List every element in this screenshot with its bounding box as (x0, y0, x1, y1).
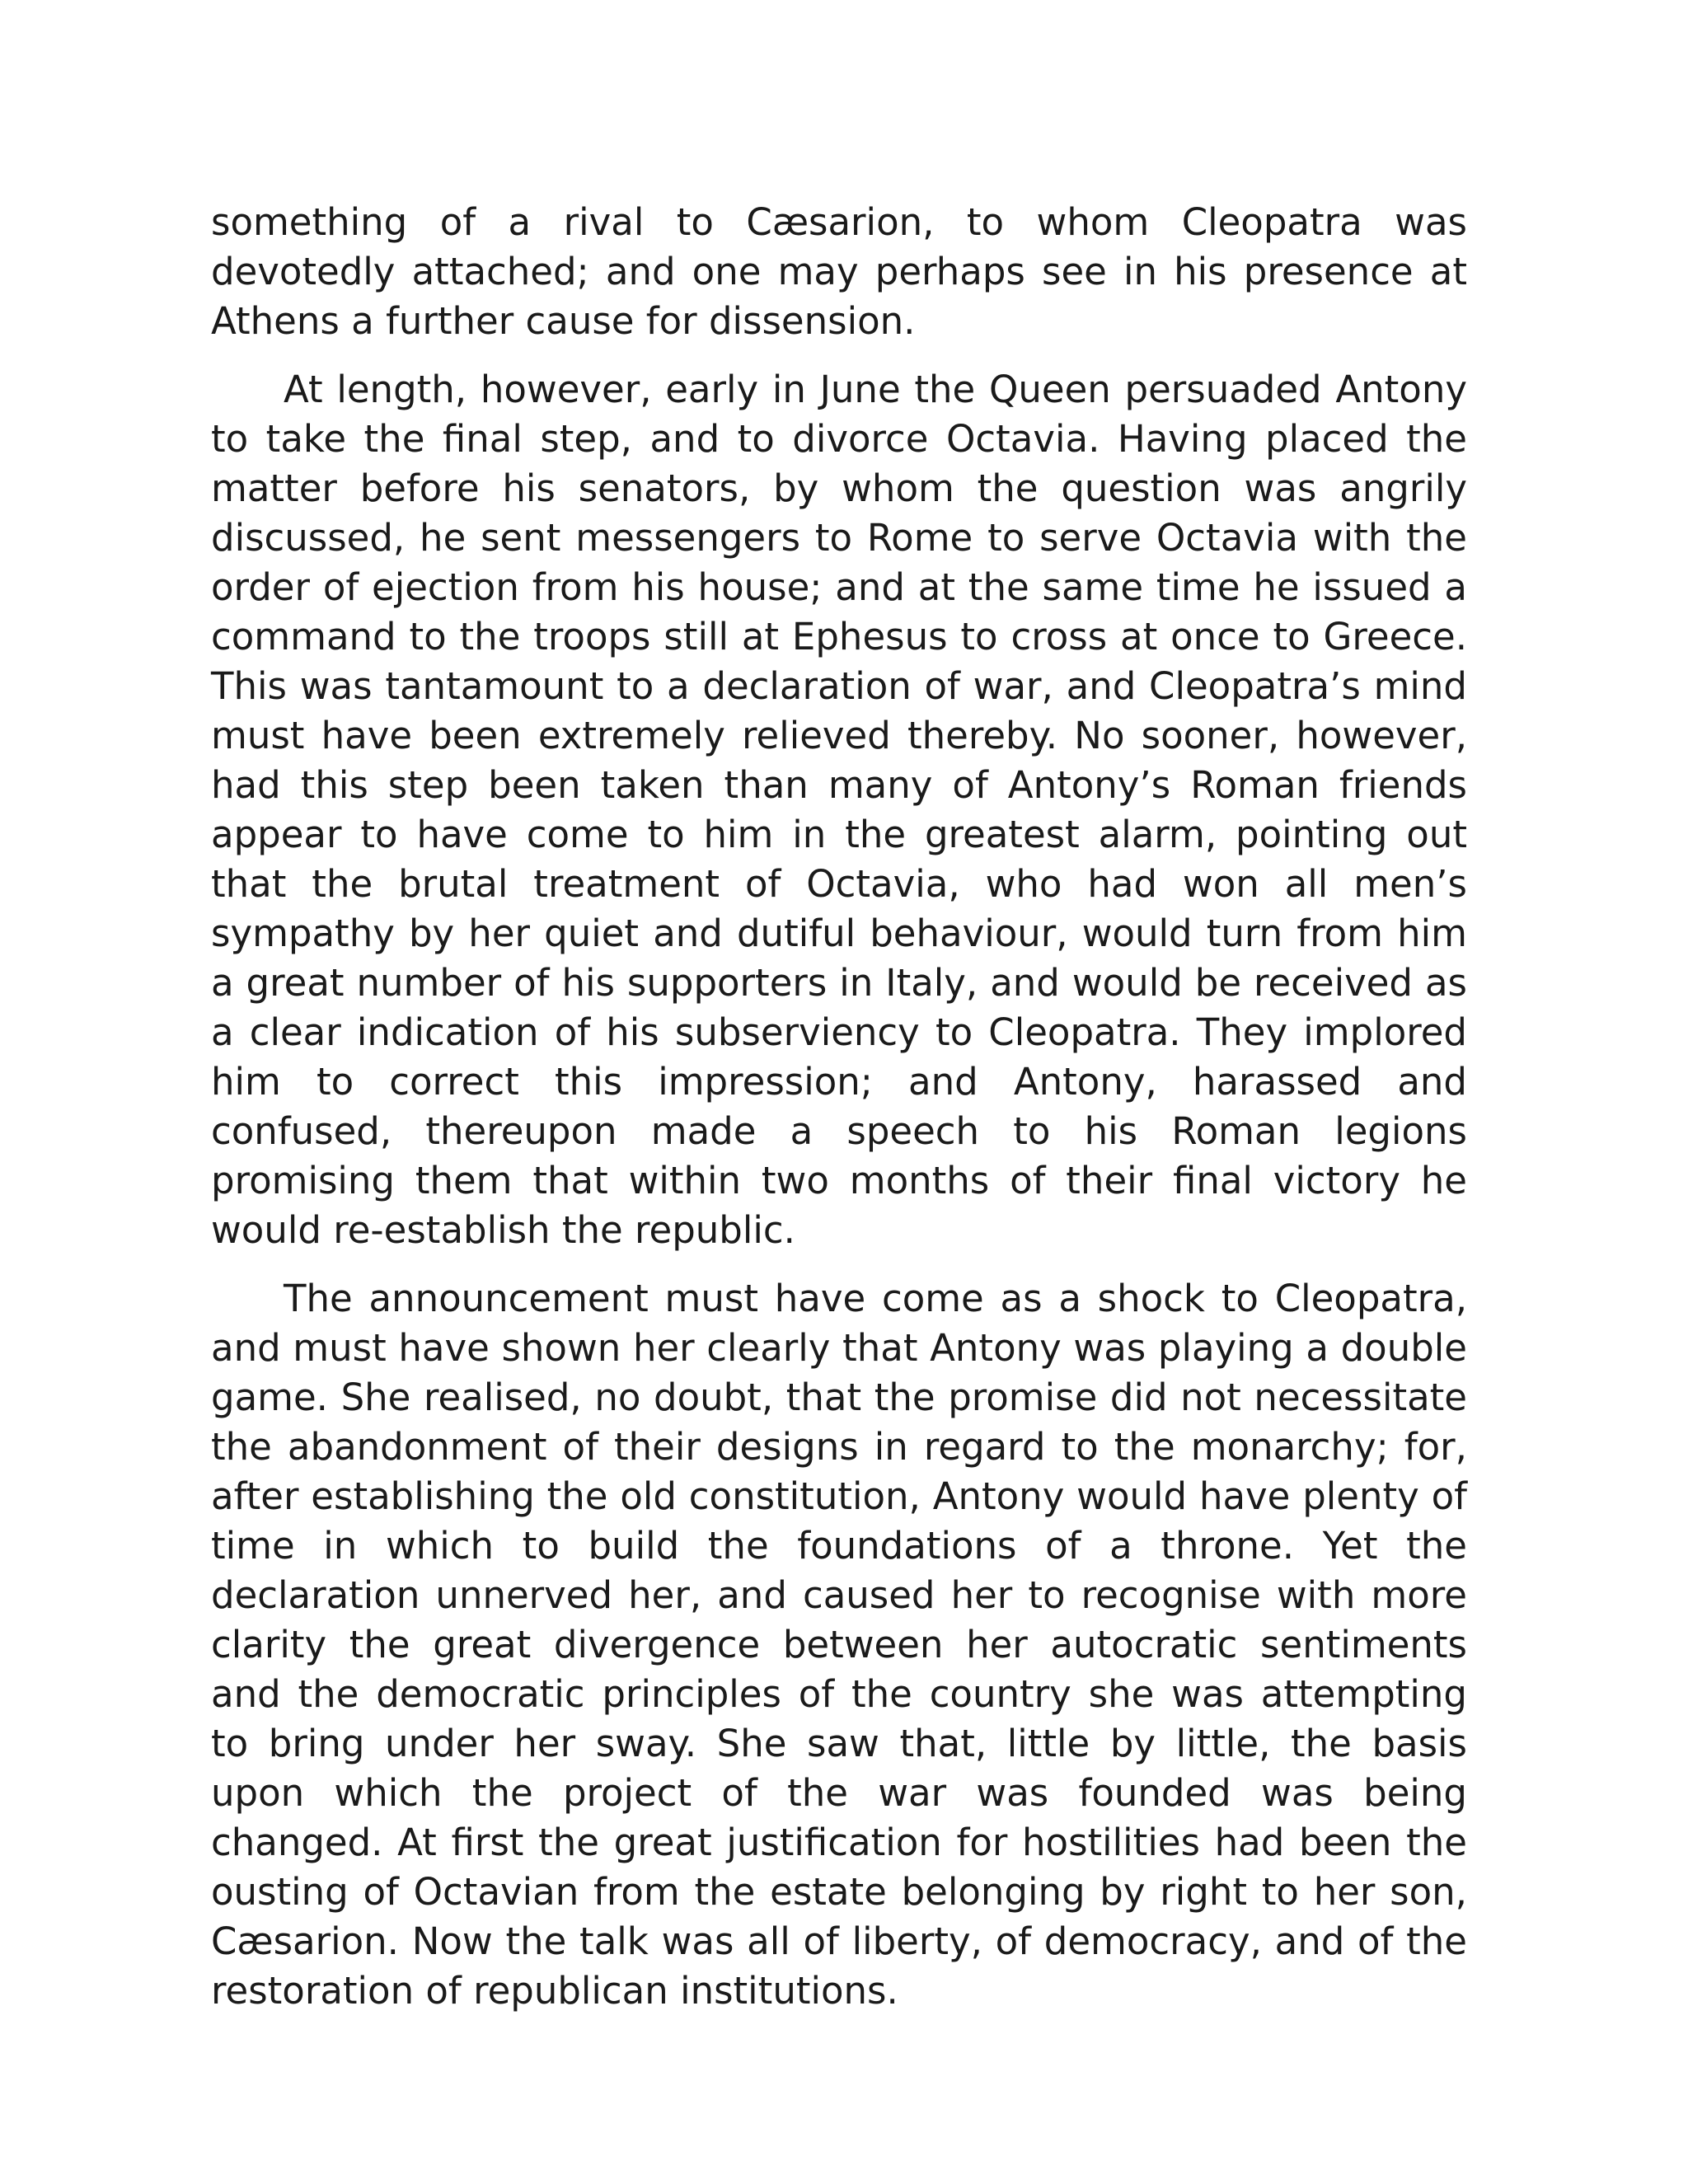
paragraph-divorce-octavia: At length, however, early in June the Queen persuaded Antony to take the final step, and to divorce Octavia. Having placed the matter before his senators, by whom the question was angrily discussed, he sent messengers to Rome to serve Octavia with the order of ejection from his house; and at the same time he issued a command to the troops still at Ephesus to cross at once to Greece. This was tantamount to a declaration of war, and Cleopatra’s mind must have been extremely relieved thereby. No sooner, however, had this step been taken than many of Antony’s Roman friends appear to have come to him in the greatest alarm, pointing out that the brutal treatment of Octavia, who had won all men’s sympathy by her quiet and dutiful behaviour, would turn from him a great number of his supporters in Italy, and would be received as a clear indication of his subserviency to Cleopatra. They implored him to correct this impression; and Antony, harassed and confused, thereupon made a speech to his Roman legions promising them that within two months of their final victory he would re-establish the republic. (211, 368, 1467, 1252)
paragraph-announcement: The announcement must have come as a shock to Cleopatra, and must have shown her clearly that Antony was playing a double game. She realised, no doubt, that the promise did not necessitate the abandonment of their designs in regard to the monarchy; for, after establishing the old constitution, Antony would have plenty of time in which to build the foundations of a throne. Yet the declaration unnerved her, and caused her to recognise with more clarity the great divergence between her autocratic sentiments and the democratic principles of the country she was attempting to bring under her sway. She saw that, little by little, the basis upon which the project of the war was founded was being changed. At first the great justification for hostilities had been the ousting of Octavian from the estate belonging by right to her son, Cæsarion. Now the talk was all of liberty, of democracy, and of the restoration of republican institutions. (211, 1277, 1467, 2013)
paragraph-continued: something of a rival to Cæsarion, to whom Cleopatra was devotedly attached; and one may perhaps see in his presence at Athens a further cause for dissension. (211, 200, 1467, 343)
body-text (211, 198, 1467, 2016)
